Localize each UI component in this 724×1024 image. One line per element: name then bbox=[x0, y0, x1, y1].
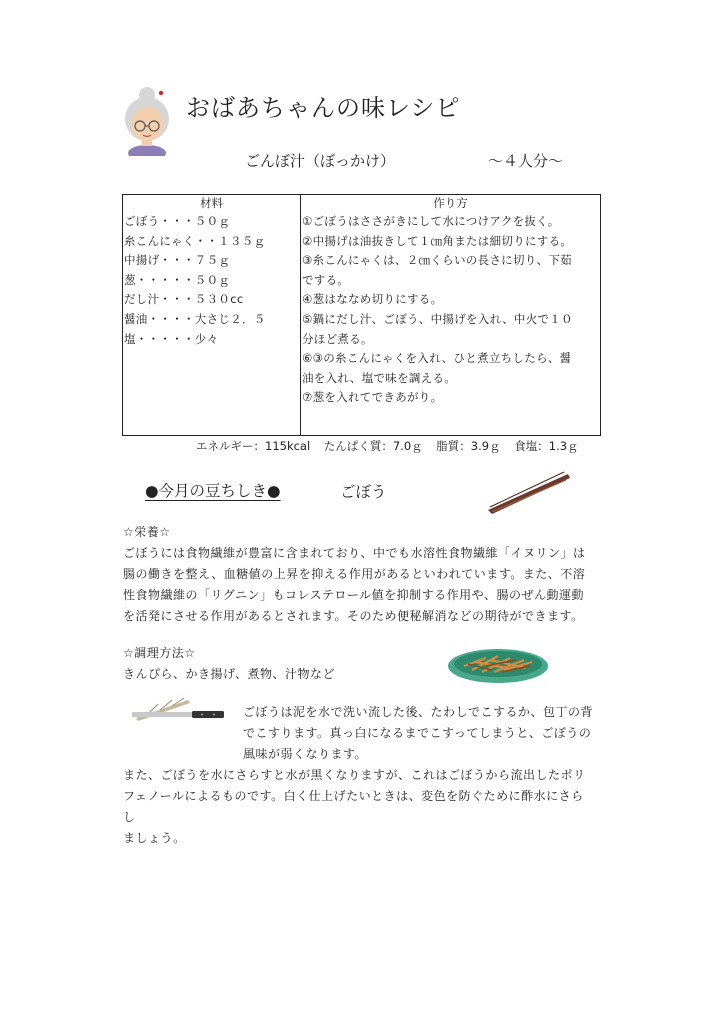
protein-value: たんぱく質：7.0ｇ bbox=[323, 439, 423, 453]
ingredient-item: だし汁・・・５３０cc bbox=[124, 292, 244, 307]
trivia-subject: ごぼう bbox=[340, 483, 387, 501]
step-line: ⑦葱を入れてできあがり。 bbox=[302, 390, 443, 405]
closing-line: また、ごぼうを水にさらすと水が黒くなりますが、これはごぼうから流出したポリ bbox=[123, 768, 586, 782]
nutrition-heading: ☆栄養☆ bbox=[123, 525, 171, 539]
nutrition-line: を活発にさせる作用があるとされます。そのため便秘解消などの期待ができます。 bbox=[123, 609, 584, 623]
closing-line: フェノールによるものです。白く仕上げたいときは、変色を防ぐために酢水にさらし bbox=[123, 789, 584, 824]
ingredient-item: 葱・・・・・５０ｇ bbox=[124, 272, 231, 287]
fat-value: 脂質：3.9ｇ bbox=[436, 439, 501, 453]
prep-line: ごぼうは泥を水で洗い流した後、たわしでこするか、包丁の背 bbox=[243, 705, 594, 719]
steps-cell bbox=[301, 195, 601, 436]
grandma-icon bbox=[118, 86, 184, 156]
nutrition-line: ごぼうには食物繊維が豊富に含まれており、中でも水溶性食物繊維「イヌリン」は bbox=[123, 546, 586, 560]
ingredients-cell bbox=[123, 195, 301, 436]
ingredients-header: 材料 bbox=[200, 196, 223, 210]
cooking-heading: ☆調理方法☆ bbox=[123, 646, 196, 660]
recipe-table bbox=[122, 194, 601, 436]
nutrition-line: 腸の働きを整え、血糖値の上昇を抑える作用があるといわれています。また、不溶 bbox=[123, 567, 586, 581]
ingredient-item: 醤油・・・・大さじ２．５ bbox=[124, 311, 266, 326]
step-line: ②中揚げは油抜きして１㎝角または細切りにする。 bbox=[302, 233, 573, 248]
burdock-root-icon bbox=[486, 470, 572, 518]
step-line: ④葱はななめ切りにする。 bbox=[302, 292, 443, 307]
prep-line: でこすります。真っ白になるまでこすってしまうと、ごぼうの bbox=[243, 726, 592, 740]
nutrition-facts bbox=[196, 438, 589, 454]
ingredient-item: 中揚げ・・・７５ｇ bbox=[124, 253, 231, 268]
step-line: ③糸こんにゃくは、２㎝くらいの長さに切り、下茹 bbox=[302, 253, 572, 268]
prep-line: 風味が弱くなります。 bbox=[243, 747, 368, 761]
step-line: ⑥③の糸こんにゃくを入れ、ひと煮立ちしたら、醤 bbox=[302, 351, 572, 366]
step-line: ①ごぼうはささがきにして水につけアクを抜く。 bbox=[302, 214, 560, 228]
closing-section bbox=[123, 765, 593, 849]
steps-header: 作り方 bbox=[433, 196, 468, 210]
step-line: でする。 bbox=[302, 272, 350, 287]
nutrition-section bbox=[123, 522, 593, 627]
energy-value: エネルギー：115kcal bbox=[196, 439, 311, 453]
ingredient-item: 塩・・・・・少々 bbox=[124, 331, 219, 346]
servings: ～４人分～ bbox=[488, 152, 564, 170]
dish-name: ごんぼ汁（ぼっかけ） bbox=[245, 152, 396, 170]
step-line: 分ほど煮る。 bbox=[302, 331, 373, 346]
kinpira-dish-icon bbox=[446, 646, 550, 686]
trivia-heading: ●今月の豆ちしき● bbox=[145, 482, 281, 500]
step-line: 油を入れ、塩で味を調える。 bbox=[302, 370, 457, 385]
nutrition-line: 性食物繊維の「リグニン」もコレステロール値を抑制する作用や、腸のぜん動運動 bbox=[123, 588, 584, 602]
page-title: おばあちゃんの味レシピ bbox=[186, 94, 461, 122]
cooking-line: きんぴら、かき揚げ、煮物、汁物など bbox=[123, 667, 336, 681]
ingredient-item: ごぼう・・・５０ｇ bbox=[124, 214, 231, 228]
closing-line: ましょう。 bbox=[123, 831, 186, 845]
knife-icon bbox=[128, 694, 228, 728]
ingredient-item: 糸こんにゃく・・１３５ｇ bbox=[124, 233, 266, 248]
salt-value: 食塩：1.3ｇ bbox=[514, 439, 579, 453]
step-line: ⑤鍋にだし汁、ごぼう、中揚げを入れ、中火で１０ bbox=[302, 311, 573, 326]
prep-section bbox=[243, 702, 593, 765]
